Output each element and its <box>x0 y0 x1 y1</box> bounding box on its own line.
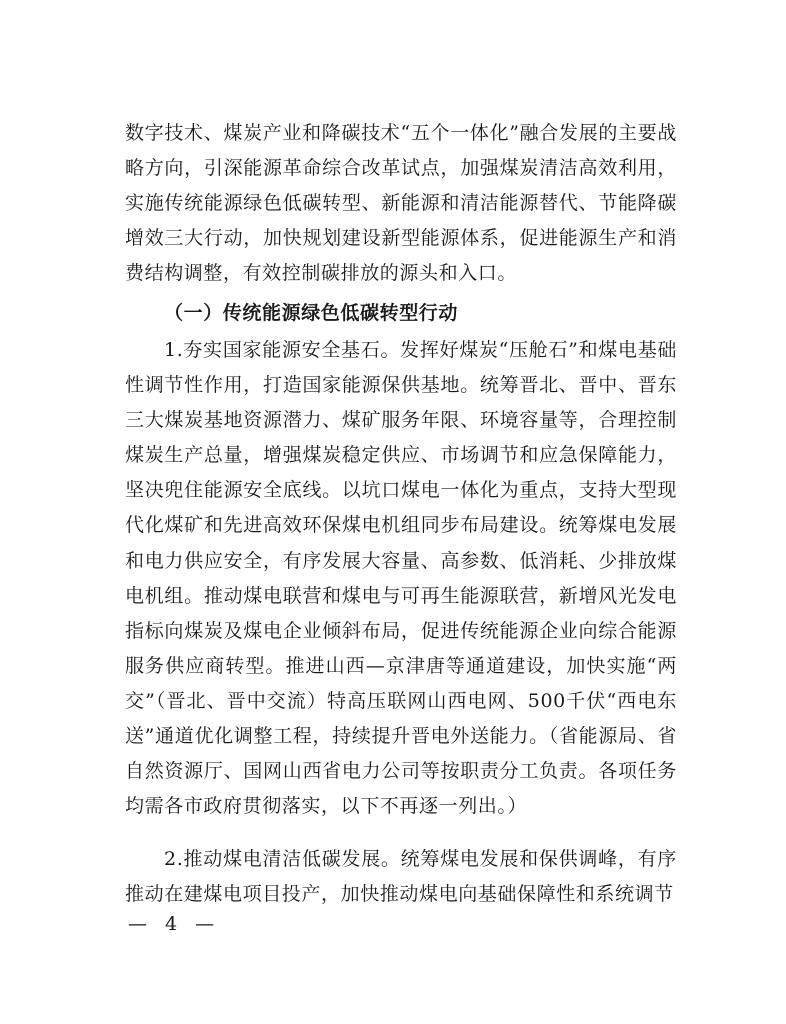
paragraph-item-2: 2.推动煤电清洁低碳发展。统筹煤电发展和保供调峰，有序推动在建煤电项目投产，加快推动煤电向基础保障性和系统调节 <box>125 848 677 906</box>
page-number: — 4 — <box>128 913 221 935</box>
paragraph-continued: 数字技术、煤炭产业和降碳技术“五个一体化”融合发展的主要战略方向，引深能源革命综合改革试点，加强煤炭清洁高效利用，实施传统能源绿色低碳转型、新能源和清洁能源替代、节能降碳增效三大行动，加快规划建设新型能源体系，促进能源生产和消费结构调整，有效控制碳排放的源头和入口。 <box>125 122 677 285</box>
section-heading: （一）传统能源绿色低碳转型行动 <box>164 302 459 324</box>
paragraph-item-1: 1.夯实国家能源安全基石。发挥好煤炭“压舱石”和煤电基础性调节性作用，打造国家能源保供基地。统筹晋北、晋中、晋东三大煤炭基地资源潜力、煤矿服务年限、环境容量等，合理控制煤炭生产总量，增强煤炭稳定供应、市场调节和应急保障能力，坚决兜住能源安全底线。以坑口煤电一体化为重点，支持大型现代化煤矿和先进高效环保煤电机组同步布局建设。统筹煤电发展和电力供应安全，有序发展大容量、高参数、低消耗、少排放煤电机组。推动煤电联营和煤电与可再生能源联营，新增风光发电指标向煤炭及煤电企业倾斜布局，促进传统能源企业向综合能源服务供应商转型。推进山西—京津唐等通道建设，加快实施“两交”（晋北、晋中交流）特高压联网山西电网、500千伏“西电东送”通道优化调整工程，持续提升晋电外送能力。（省能源局、省自然资源厅、国网山西省电力公司等按职责分工负责。各项任务均需各市政府贯彻落实，以下不再逐一列出。） <box>125 339 677 818</box>
